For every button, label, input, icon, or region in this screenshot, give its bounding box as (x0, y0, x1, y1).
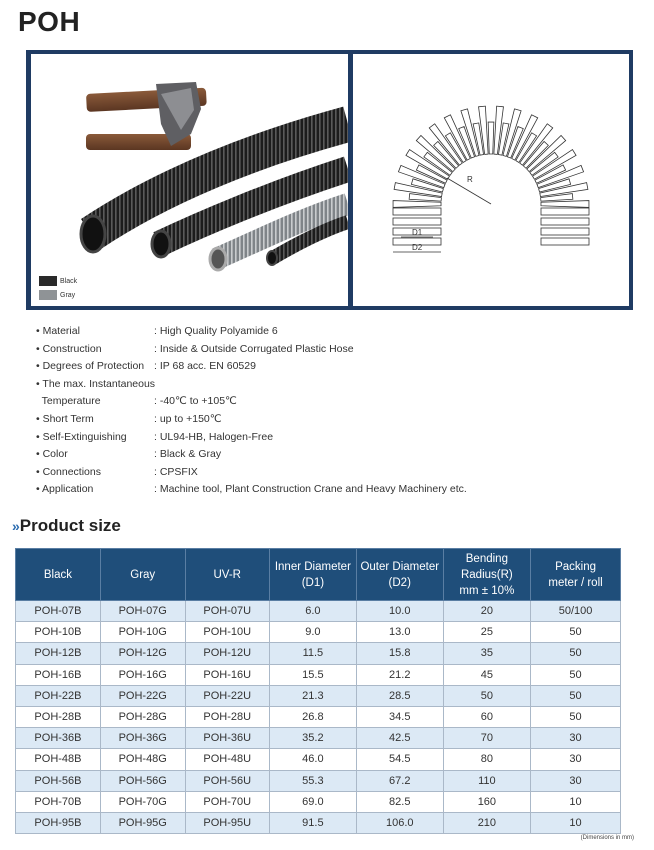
table-row (16, 812, 621, 833)
spec-value: : Black & Gray (154, 448, 222, 461)
straight-rib (541, 208, 589, 215)
table-cell: POH-16U (185, 664, 269, 685)
table-cell: POH-07B (16, 601, 101, 622)
table-cell: 82.5 (356, 791, 443, 812)
table-cell: POH-07U (185, 601, 269, 622)
table-cell: 6.0 (269, 601, 356, 622)
column-header: Black (16, 549, 101, 601)
spec-label: • Short Term (36, 413, 94, 425)
straight-rib (393, 218, 441, 225)
table-cell: POH-16B (16, 664, 101, 685)
table-cell: 34.5 (356, 706, 443, 727)
table-cell: 30 (531, 749, 621, 770)
spec-label: • Color (36, 448, 68, 461)
black-swatch (39, 276, 57, 286)
table-cell: 50 (531, 643, 621, 664)
table-cell: POH-70U (185, 791, 269, 812)
page-title: POH (18, 6, 81, 37)
table-cell: 30 (531, 728, 621, 749)
table-cell: 46.0 (269, 749, 356, 770)
table-cell: 42.5 (356, 728, 443, 749)
column-header: UV-R (185, 549, 269, 601)
table-row (16, 685, 621, 706)
spec-label: • The max. Instantaneous (36, 377, 156, 390)
table-cell: 26.8 (269, 706, 356, 727)
table-cell: POH-56B (16, 770, 101, 791)
spec-value: : Machine tool, Plant Construction Crane and Heavy Machinery etc. (154, 483, 467, 496)
table-cell: 28.5 (356, 685, 443, 706)
table-row (16, 622, 621, 643)
table-cell: POH-22G (100, 685, 185, 706)
straight-rib (541, 238, 589, 245)
table-cell: 50 (531, 664, 621, 685)
spec-label: • Degrees of Protection (36, 360, 145, 373)
table-cell: POH-12G (100, 643, 185, 664)
corrugation-rib (393, 201, 441, 208)
straight-rib (393, 208, 441, 215)
table-cell: POH-95B (16, 812, 101, 833)
spec-value: : CPSFIX (154, 465, 198, 478)
table-cell: POH-12B (16, 643, 101, 664)
table-cell: POH-10B (16, 622, 101, 643)
radius-label: R (467, 175, 473, 184)
table-cell: 10 (531, 812, 621, 833)
spec-label: • Self-Extinguishing (36, 430, 127, 443)
table-cell: 50 (531, 685, 621, 706)
table-row (16, 749, 621, 770)
table-cell: POH-70B (16, 791, 101, 812)
table-row (16, 601, 621, 622)
table-cell: POH-48G (100, 749, 185, 770)
table-cell: 21.3 (269, 685, 356, 706)
table-cell: POH-48B (16, 749, 101, 770)
gray-swatch (39, 290, 57, 300)
table-cell: 110 (443, 770, 530, 791)
table-cell: 70 (443, 728, 530, 749)
swatch-label: Black (60, 277, 78, 285)
swatch-black (39, 276, 77, 286)
table-cell: POH-28U (185, 706, 269, 727)
spec-label: • Connections (36, 465, 101, 478)
table-cell: POH-48U (185, 749, 269, 770)
table-row (16, 791, 621, 812)
spec-value: : -40℃ to +105℃ (154, 395, 237, 408)
table-cell: POH-95G (100, 812, 185, 833)
table-cell: 10.0 (356, 601, 443, 622)
product-size-table (15, 548, 621, 834)
table-cell: 67.2 (356, 770, 443, 791)
swatch-gray (39, 290, 75, 300)
table-row (16, 664, 621, 685)
column-header: Outer Diameter (D2) (356, 549, 443, 601)
table-cell: 15.8 (356, 643, 443, 664)
table-cell: 69.0 (269, 791, 356, 812)
table-cell: 45 (443, 664, 530, 685)
table-cell: 106.0 (356, 812, 443, 833)
table-cell: 21.2 (356, 664, 443, 685)
column-header: Inner Diameter (D1) (269, 549, 356, 601)
spec-value: : Inside & Outside Corrugated Plastic Hose (154, 342, 354, 355)
table-cell: 50 (531, 706, 621, 727)
double-chevron-icon: » (12, 518, 17, 534)
column-header: Packing meter / roll (531, 549, 621, 601)
spec-value: : up to +150℃ (154, 413, 222, 425)
table-cell: 50 (531, 622, 621, 643)
bending-radius-diagram (353, 54, 629, 306)
table-row (16, 706, 621, 727)
table-cell: 9.0 (269, 622, 356, 643)
spec-value: : UL94-HB, Halogen-Free (154, 430, 274, 443)
table-row (16, 728, 621, 749)
table-cell: 10 (531, 791, 621, 812)
table-cell: POH-16G (100, 664, 185, 685)
table-cell: 20 (443, 601, 530, 622)
section-title-text: Product size (19, 516, 121, 535)
table-header-row (16, 549, 621, 601)
d1-label: D1 (412, 228, 423, 237)
column-header: Bending Radius(R) mm ± 10% (443, 549, 530, 601)
table-row (16, 643, 621, 664)
corrugation-rib (541, 201, 589, 208)
spec-value: : High Quality Polyamide 6 (154, 325, 278, 337)
table-cell: 55.3 (269, 770, 356, 791)
table-cell: 50/100 (531, 601, 621, 622)
table-cell: POH-10U (185, 622, 269, 643)
straight-rib (541, 228, 589, 235)
footnote: (Dimensions in mm) (580, 835, 634, 841)
spec-value: : IP 68 acc. EN 60529 (154, 360, 256, 373)
table-cell: 50 (443, 685, 530, 706)
hose-photo-illustration (31, 54, 348, 306)
table-cell: 25 (443, 622, 530, 643)
table-cell: POH-28B (16, 706, 101, 727)
spec-label: • Construction (36, 342, 102, 355)
table-cell: POH-22U (185, 685, 269, 706)
spec-label: • Application (36, 483, 94, 496)
table-cell: 35 (443, 643, 530, 664)
table-cell: POH-36G (100, 728, 185, 749)
table-cell: POH-10G (100, 622, 185, 643)
table-cell: 160 (443, 791, 530, 812)
table-cell: 30 (531, 770, 621, 791)
table-cell: POH-36B (16, 728, 101, 749)
table-cell: 35.2 (269, 728, 356, 749)
table-cell: 13.0 (356, 622, 443, 643)
table-cell: 11.5 (269, 643, 356, 664)
column-header: Gray (100, 549, 185, 601)
table-cell: POH-95U (185, 812, 269, 833)
table-cell: POH-22B (16, 685, 101, 706)
table-cell: POH-12U (185, 643, 269, 664)
spec-label: Temperature (36, 395, 101, 408)
table-cell: 80 (443, 749, 530, 770)
spec-label: • Material (36, 325, 80, 337)
section-title (12, 516, 121, 536)
bending-diagram (353, 54, 629, 306)
table-cell: POH-70G (100, 791, 185, 812)
table-cell: 15.5 (269, 664, 356, 685)
table-cell: POH-07G (100, 601, 185, 622)
d2-label: D2 (412, 243, 423, 252)
swatch-label: Gray (60, 291, 76, 299)
table-cell: 210 (443, 812, 530, 833)
product-photo (31, 54, 348, 306)
table-cell: POH-28G (100, 706, 185, 727)
corrugation-rib (488, 122, 494, 154)
table-cell: POH-56U (185, 770, 269, 791)
table-cell: 60 (443, 706, 530, 727)
table-cell: POH-56G (100, 770, 185, 791)
table-cell: 91.5 (269, 812, 356, 833)
table-cell: 54.5 (356, 749, 443, 770)
straight-rib (541, 218, 589, 225)
table-cell: POH-36U (185, 728, 269, 749)
table-row (16, 770, 621, 791)
